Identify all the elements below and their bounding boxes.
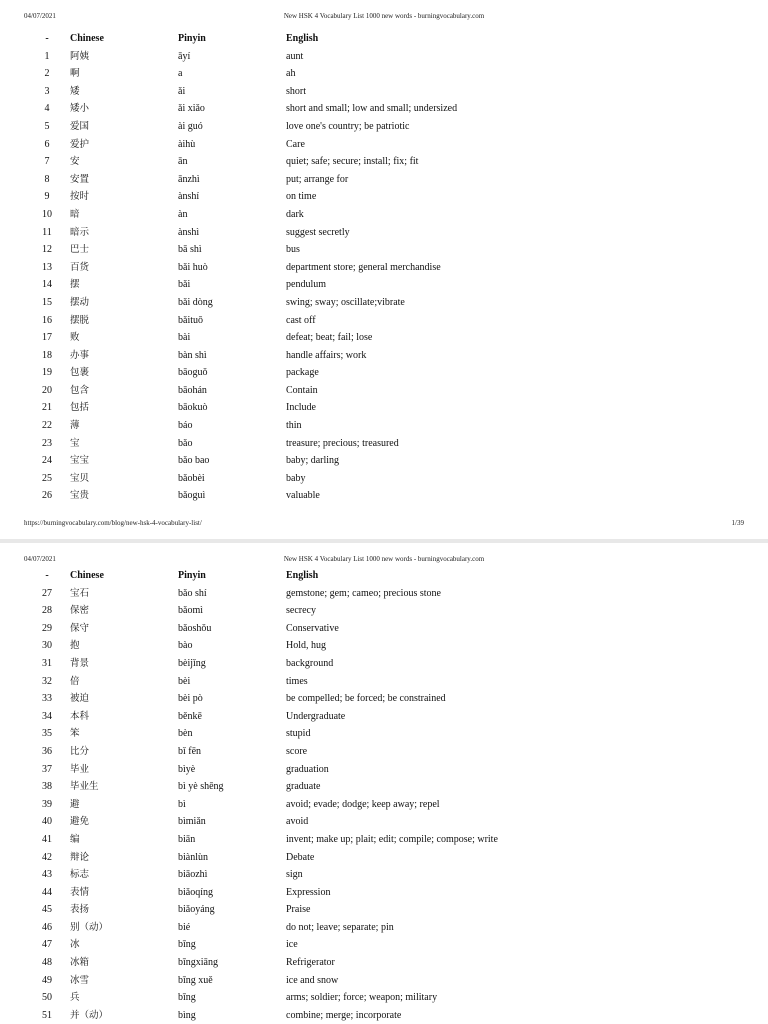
pinyin: bìyè: [178, 763, 196, 775]
chinese-word: 爱护: [70, 138, 90, 150]
row-index: 21: [42, 402, 52, 414]
table-row: [24, 1007, 616, 1024]
english-meaning: Conservative: [286, 622, 339, 634]
row-index: 43: [42, 869, 52, 881]
english-meaning: quiet; safe; secure; install; fix; fit: [286, 156, 419, 168]
row-index: 16: [42, 314, 52, 326]
pinyin: bāohán: [178, 384, 207, 396]
table-row: [24, 655, 616, 673]
chinese-word: 倍: [70, 675, 80, 687]
chinese-word: 安置: [70, 173, 90, 185]
english-meaning: stupid: [286, 728, 311, 740]
english-meaning: ah: [286, 68, 296, 80]
row-index: 22: [42, 420, 52, 432]
table-header-row: [24, 30, 616, 48]
pinyin: biǎoyáng: [178, 904, 215, 916]
header-date: 04/07/2021: [24, 555, 56, 563]
row-index: 12: [42, 244, 52, 256]
pinyin: bāoguǒ: [178, 367, 208, 379]
chinese-word: 背景: [70, 657, 90, 669]
table-row: [24, 761, 616, 779]
pinyin: bài: [178, 332, 191, 344]
pinyin: bǎi dòng: [178, 296, 213, 308]
table-row: [24, 241, 616, 259]
pinyin: biànlùn: [178, 851, 208, 863]
table-row: [24, 866, 616, 884]
pinyin: bì yè shēng: [178, 781, 224, 793]
pinyin: bǎo bao: [178, 455, 210, 467]
table-row: [24, 919, 616, 937]
row-index: 41: [42, 833, 52, 845]
english-meaning: Debate: [286, 851, 315, 863]
row-index: 5: [44, 120, 50, 132]
row-index: 19: [42, 367, 52, 379]
row-index: 46: [42, 921, 52, 933]
chinese-word: 百货: [70, 261, 90, 273]
row-index: 7: [44, 156, 50, 168]
table-row: [24, 989, 616, 1007]
table-row: [24, 399, 616, 417]
english-meaning: treasure; precious; treasured: [286, 437, 399, 449]
table-row: [24, 778, 616, 796]
chinese-word: 冰雪: [70, 974, 90, 986]
row-index: 47: [42, 939, 52, 951]
pinyin: ànshì: [178, 226, 200, 238]
english-meaning: graduation: [286, 763, 329, 775]
english-meaning: swing; sway; oscillate;vibrate: [286, 296, 405, 308]
table-row: [24, 487, 616, 505]
chinese-word: 宝石: [70, 587, 90, 599]
pinyin: àn: [178, 208, 188, 220]
english-meaning: dark: [286, 208, 304, 220]
row-index: 32: [42, 675, 52, 687]
table-row: [24, 188, 616, 206]
chinese-word: 抱: [70, 640, 80, 652]
english-meaning: Undergraduate: [286, 710, 346, 722]
table-row: [24, 259, 616, 277]
english-meaning: short: [286, 85, 306, 97]
pinyin: biǎoqíng: [178, 886, 213, 898]
table-row: [24, 65, 616, 83]
pinyin: bīngxiāng: [178, 957, 218, 969]
table-row: [24, 849, 616, 867]
chinese-word: 阿姨: [70, 50, 90, 62]
pinyin: ān: [178, 156, 188, 168]
chinese-word: 巴士: [70, 244, 90, 256]
english-meaning: invent; make up; plait; edit; compile; compose; write: [286, 833, 498, 845]
footer-page-number: 1/39: [731, 519, 744, 527]
row-index: 10: [42, 208, 52, 220]
table-row: [24, 171, 616, 189]
english-meaning: Praise: [286, 904, 311, 916]
english-meaning: avoid; evade; dodge; keep away; repel: [286, 798, 440, 810]
table-row: [24, 743, 616, 761]
chinese-word: 本科: [70, 710, 90, 722]
chinese-word: 败: [70, 332, 80, 344]
row-index: 23: [42, 437, 52, 449]
pinyin: ǎi: [178, 85, 186, 97]
english-meaning: thin: [286, 420, 302, 432]
english-meaning: Contain: [286, 384, 318, 396]
chinese-word: 表扬: [70, 904, 90, 916]
row-index: 15: [42, 296, 52, 308]
pinyin: bǐ fēn: [178, 745, 202, 757]
pinyin: bèi: [178, 675, 191, 687]
chinese-word: 冰箱: [70, 957, 90, 969]
english-meaning: gemstone; gem; cameo; precious stone: [286, 587, 441, 599]
pinyin: bǎo shí: [178, 587, 207, 599]
english-meaning: avoid: [286, 816, 309, 828]
chinese-word: 暗: [70, 208, 80, 220]
chinese-word: 避: [70, 798, 80, 810]
english-meaning: pendulum: [286, 279, 326, 291]
table-row: [24, 382, 616, 400]
header-title: New HSK 4 Vocabulary List 1000 new words - burningvocabulary.com: [283, 12, 485, 20]
english-meaning: defeat; beat; fail; lose: [286, 332, 373, 344]
chinese-word: 并（动）: [70, 1009, 109, 1021]
chinese-word: 包含: [70, 384, 90, 396]
pinyin: biān: [178, 833, 196, 845]
row-index: 51: [42, 1009, 52, 1021]
chinese-word: 宝贝: [70, 472, 90, 484]
pinyin: báo: [178, 420, 193, 432]
chinese-word: 毕业: [70, 763, 90, 775]
pinyin: bǎoguì: [178, 490, 206, 502]
chinese-word: 安: [70, 156, 80, 168]
pinyin: bìmiǎn: [178, 816, 206, 828]
row-index: 26: [42, 490, 52, 502]
english-meaning: cast off: [286, 314, 316, 326]
pinyin: bèijǐng: [178, 657, 206, 669]
table-row: [24, 602, 616, 620]
english-meaning: put; arrange for: [286, 173, 349, 185]
table-row: [24, 100, 616, 118]
column-header-chinese: Chinese: [70, 33, 104, 44]
pinyin: bèn: [178, 728, 193, 740]
chinese-word: 矮: [70, 85, 80, 97]
pinyin: bīng xuě: [178, 974, 213, 986]
table-row: [24, 153, 616, 171]
english-meaning: aunt: [286, 50, 304, 62]
table-row: [24, 364, 616, 382]
chinese-word: 包括: [70, 402, 90, 414]
table-row: [24, 954, 616, 972]
row-index: 14: [42, 279, 52, 291]
row-index: 35: [42, 728, 52, 740]
pinyin: běnkē: [178, 710, 202, 722]
table-row: [24, 972, 616, 990]
header-title: New HSK 4 Vocabulary List 1000 new words - burningvocabulary.com: [283, 555, 485, 563]
table-row: [24, 470, 616, 488]
table-row: [24, 136, 616, 154]
pinyin: bì: [178, 798, 186, 810]
english-meaning: handle affairs; work: [286, 349, 367, 361]
english-meaning: valuable: [286, 490, 320, 502]
row-index: 17: [42, 332, 52, 344]
english-meaning: Include: [286, 402, 316, 414]
pinyin: bǎoshǒu: [178, 622, 212, 634]
row-index: 49: [42, 974, 52, 986]
english-meaning: baby: [286, 472, 306, 484]
row-index: 33: [42, 693, 52, 705]
table-row: [24, 48, 616, 66]
row-index: 29: [42, 622, 52, 634]
chinese-word: 保守: [70, 622, 90, 634]
table-row: [24, 347, 616, 365]
table-row: [24, 725, 616, 743]
english-meaning: graduate: [286, 781, 321, 793]
row-index: 6: [44, 138, 50, 150]
chinese-word: 比分: [70, 745, 90, 757]
row-index: 3: [44, 85, 50, 97]
row-index: 34: [42, 710, 52, 722]
english-meaning: Expression: [286, 886, 331, 898]
english-meaning: sign: [286, 869, 303, 881]
english-meaning: secrecy: [286, 605, 316, 617]
chinese-word: 薄: [70, 420, 80, 432]
chinese-word: 暗示: [70, 226, 90, 238]
english-meaning: ice and snow: [286, 974, 339, 986]
row-index: 11: [42, 226, 52, 238]
row-index: 18: [42, 349, 52, 361]
table-row: [24, 294, 616, 312]
pinyin: biāozhì: [178, 869, 208, 881]
row-index: 31: [42, 657, 52, 669]
english-meaning: bus: [286, 244, 300, 256]
pinyin: bā shì: [178, 244, 202, 256]
column-header-index: -: [45, 570, 49, 581]
column-header-index: -: [45, 33, 49, 44]
chinese-word: 矮小: [70, 103, 90, 115]
table-row: [24, 620, 616, 638]
chinese-word: 别（动）: [70, 921, 109, 933]
footer-url[interactable]: https://burningvocabulary.com/blog/new-hsk-4-vocabulary-list/: [24, 519, 202, 527]
pinyin: ài guó: [178, 120, 203, 132]
vocab-table: [24, 567, 616, 1024]
english-meaning: score: [286, 745, 308, 757]
pinyin: àihù: [178, 138, 196, 150]
table-row: [24, 936, 616, 954]
table-row: [24, 708, 616, 726]
pinyin: bàn shì: [178, 349, 207, 361]
chinese-word: 摆动: [70, 296, 90, 308]
english-meaning: times: [286, 675, 308, 687]
english-meaning: be compelled; be forced; be constrained: [286, 693, 446, 705]
row-index: 39: [42, 798, 52, 810]
row-index: 8: [44, 173, 50, 185]
chinese-word: 保密: [70, 605, 90, 617]
row-index: 2: [44, 68, 50, 80]
table-row: [24, 435, 616, 453]
table-row: [24, 118, 616, 136]
english-meaning: Care: [286, 138, 305, 150]
english-meaning: arms; soldier; force; weapon; military: [286, 992, 438, 1004]
chinese-word: 编: [70, 833, 80, 845]
table-row: [24, 813, 616, 831]
chinese-word: 办事: [70, 349, 90, 361]
english-meaning: department store; general merchandise: [286, 261, 441, 273]
english-meaning: suggest secretly: [286, 226, 350, 238]
table-row: [24, 831, 616, 849]
table-row: [24, 452, 616, 470]
pinyin: bìng: [178, 1009, 196, 1021]
row-index: 27: [42, 587, 52, 599]
column-header-english: English: [286, 33, 319, 44]
chinese-word: 宝: [70, 437, 80, 449]
row-index: 48: [42, 957, 52, 969]
chinese-word: 摆: [70, 279, 80, 291]
pinyin: a: [178, 68, 183, 80]
chinese-word: 摆脱: [70, 314, 90, 326]
table-row: [24, 83, 616, 101]
table-row: [24, 690, 616, 708]
row-index: 36: [42, 745, 52, 757]
pinyin: bīng: [178, 939, 196, 951]
chinese-word: 被迫: [70, 693, 90, 705]
row-index: 28: [42, 605, 52, 617]
row-index: 40: [42, 816, 52, 828]
chinese-word: 宝贵: [70, 490, 90, 502]
english-meaning: love one's country; be patriotic: [286, 120, 410, 132]
chinese-word: 标志: [70, 869, 90, 881]
chinese-word: 按时: [70, 191, 90, 203]
english-meaning: Refrigerator: [286, 957, 335, 969]
pinyin: bèi pò: [178, 693, 203, 705]
table-row: [24, 276, 616, 294]
pdf-page-2: [0, 543, 768, 1024]
table-row: [24, 329, 616, 347]
pinyin: bié: [178, 921, 191, 933]
english-meaning: on time: [286, 191, 317, 203]
table-row: [24, 901, 616, 919]
row-index: 38: [42, 781, 52, 793]
english-meaning: do not; leave; separate; pin: [286, 921, 394, 933]
pinyin: ànshí: [178, 191, 200, 203]
table-row: [24, 417, 616, 435]
pinyin: bǎobèi: [178, 472, 205, 484]
english-meaning: Hold, hug: [286, 640, 326, 652]
table-row: [24, 796, 616, 814]
pinyin: bǎo: [178, 437, 193, 449]
table-row: [24, 884, 616, 902]
pinyin: bǎi huò: [178, 261, 208, 273]
pinyin: āyí: [178, 50, 191, 62]
column-header-pinyin: Pinyin: [178, 33, 206, 44]
pinyin: ǎi xiǎo: [178, 103, 205, 115]
row-index: 50: [42, 992, 52, 1004]
column-header-chinese: Chinese: [70, 570, 104, 581]
english-meaning: ice: [286, 939, 298, 951]
row-index: 1: [44, 50, 50, 62]
chinese-word: 兵: [70, 992, 80, 1004]
row-index: 37: [42, 763, 52, 775]
english-meaning: package: [286, 367, 319, 379]
table-row: [24, 206, 616, 224]
chinese-word: 避免: [70, 816, 90, 828]
chinese-word: 毕业生: [70, 781, 99, 793]
pinyin: bīng: [178, 992, 196, 1004]
chinese-word: 爱国: [70, 120, 90, 132]
row-index: 42: [42, 851, 52, 863]
row-index: 44: [42, 886, 52, 898]
table-row: [24, 673, 616, 691]
english-meaning: combine; merge; incorporate: [286, 1009, 402, 1021]
row-index: 20: [42, 384, 52, 396]
row-index: 25: [42, 472, 52, 484]
english-meaning: background: [286, 657, 334, 669]
row-index: 13: [42, 261, 52, 273]
column-header-english: English: [286, 570, 319, 581]
row-index: 9: [44, 191, 50, 203]
row-index: 45: [42, 904, 52, 916]
table-row: [24, 637, 616, 655]
pinyin: ānzhì: [178, 173, 200, 185]
pinyin: bào: [178, 640, 193, 652]
column-header-pinyin: Pinyin: [178, 570, 206, 581]
chinese-word: 表情: [70, 886, 90, 898]
table-row: [24, 224, 616, 242]
chinese-word: 冰: [70, 939, 80, 951]
english-meaning: baby; darling: [286, 455, 340, 467]
pinyin: bǎituō: [178, 314, 203, 326]
pinyin: bǎomì: [178, 605, 203, 617]
row-index: 4: [44, 103, 50, 115]
row-index: 24: [42, 455, 52, 467]
table-row: [24, 585, 616, 603]
vocab-table: [24, 30, 616, 505]
chinese-word: 笨: [70, 728, 80, 740]
header-date: 04/07/2021: [24, 12, 56, 20]
chinese-word: 宝宝: [70, 455, 90, 467]
row-index: 30: [42, 640, 52, 652]
table-header-row: [24, 567, 616, 585]
pinyin: bǎi: [178, 279, 191, 291]
chinese-word: 啊: [70, 68, 80, 80]
pinyin: bāokuò: [178, 402, 208, 414]
english-meaning: short and small; low and small; undersized: [286, 103, 458, 115]
chinese-word: 辩论: [70, 851, 90, 863]
table-row: [24, 312, 616, 330]
chinese-word: 包裹: [70, 367, 90, 379]
